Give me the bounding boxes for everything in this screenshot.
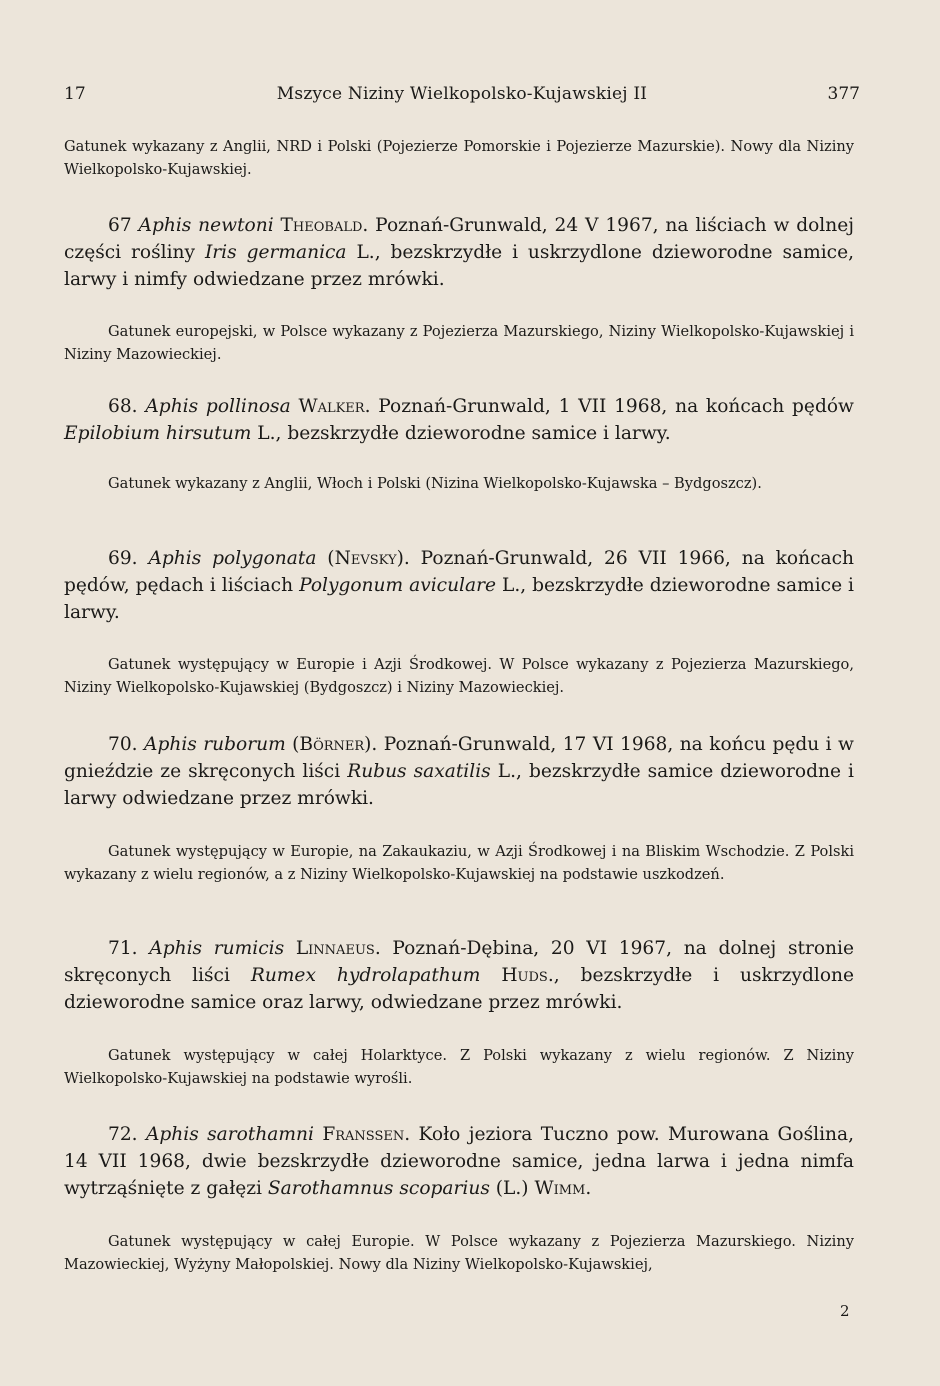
entry-number: 67 [108,215,132,236]
paragraph-note-72: Gatunek występujący w całej Europie. W Polsce wykazany z Pojezierza Mazurskiego. Niziny Mazowieckiej, Wyżyny Małopolskiej. Nowy dla Niziny Wielkopolsko-Kujawskiej, [64,1233,854,1273]
plant-author: Huds [501,965,548,986]
chapter-number: 17 [64,84,86,104]
entry-68 [64,393,854,447]
plant-name: Rubus saxatilis [347,761,491,782]
entry-text: ). Poznań-Grunwald, 26 VII 1966, na końcach pędów, pędach i liściach [64,548,854,596]
paragraph-note-67: Gatunek europejski, w Polsce wykazany z Pojezierza Mazurskiego, Niziny Wielkopolsko-Kujawskiej i Niziny Mazowieckiej. [64,323,854,363]
running-title: Mszyce Niziny Wielkopolsko-Kujawskiej II [276,84,648,104]
taxon-name: Aphis ruborum [144,734,286,755]
signature-number: 2 [840,1302,850,1320]
entry-72 [64,1121,854,1202]
entry-text: . Poznań-Grunwald, 24 V 1967, na liściach w dolnej części rośliny [64,215,854,263]
entry-number: 70. [108,734,138,755]
entry-text-rest: L., bezskrzydłe samice dzieworodne i larwy odwiedzane przez mrówki. [64,761,854,809]
entry-70 [64,731,854,812]
plant-name: Rumex hydrolapathum [250,965,481,986]
taxon-author: Börner [299,734,365,755]
entry-67 [64,212,854,293]
paragraph-note-68: Gatunek wykazany z Anglii, Włoch i Polski (Nizina Wielkopolsko-Kujawska – Bydgoszcz). [108,475,762,492]
entry-text: . Poznań-Dębina, 20 VI 1967, na dolnej stronie skręconych liści [64,938,854,986]
plant-name: Sarothamnus scoparius [267,1178,490,1199]
entry-punctuation: ( [285,734,300,755]
running-header [64,84,860,108]
plant-name: Epilobium hirsutum [64,423,252,444]
plant-name: Polygonum aviculare [299,575,496,596]
entry-text-rest: ., bezskrzydłe i uskrzydlone dzieworodne samice oraz larwy, odwiedzane przez mrówki. [64,965,854,1013]
entry-71 [64,935,854,1016]
taxon-author: Linnaeus [295,938,375,959]
paragraph-note-69: Gatunek występujący w Europie i Azji Środkowej. W Polsce wykazany z Pojezierza Mazurskiego, Niziny Wielkopolsko-Kujawskiej (Bydgoszcz) i Niziny Mazowieckiej. [64,656,854,696]
taxon-name: Aphis newtoni [138,215,274,236]
paragraph-note-70: Gatunek występujący w Europie, na Zakaukaziu, w Azji Środkowej i na Bliskim Wschodzie. Z Polski wykazany z wielu regionów, a z Niziny Wielkopolsko-Kujawskiej na podstawie uszkodzeń. [64,843,854,883]
plant-author: Wimm [534,1178,586,1199]
entry-number: 71. [108,938,138,959]
entry-69 [64,545,854,626]
taxon-name: Aphis sarothamni [145,1124,314,1145]
plant-name: Iris germanica [204,242,347,263]
taxon-author: Theobald [280,215,363,236]
paragraph-note-66: Gatunek wykazany z Anglii, NRD i Polski (Pojezierze Pomorskie i Pojezierze Mazurskie). Nowy dla Niziny Wielkopolsko-Kujawskiej. [64,138,854,178]
entry-number: 69. [108,548,138,569]
paragraph-note-71: Gatunek występujący w całej Holarktyce. Z Polski wykazany z wielu regionów. Z Niziny Wielkopolsko-Kujawskiej na podstawie wyrośli. [64,1047,854,1087]
taxon-author: Franssen [322,1124,405,1145]
taxon-author: Walker [298,396,365,417]
entry-punctuation: ( [316,548,335,569]
taxon-name: Aphis pollinosa [145,396,291,417]
taxon-author: Nevsky [334,548,397,569]
entry-number: 68. [108,396,138,417]
entry-text-rest: . [585,1178,592,1199]
entry-text: . Poznań-Grunwald, 1 VII 1968, na końcach pędów [364,396,854,417]
taxon-name: Aphis polygonata [148,548,317,569]
entry-text-rest: L., bezskrzydłe dzieworodne samice i larwy. [64,575,854,623]
page-number: 377 [827,84,860,104]
entry-text-mid: (L.) [489,1178,535,1199]
entry-text: ). Poznań-Grunwald, 17 VI 1968, na końcu pędu i w gnieździe ze skręconych liści [64,734,854,782]
entry-text: . Koło jeziora Tuczno pow. Murowana Goślina, 14 VII 1968, dwie bezskrzydłe dzieworodne samice, jedna larwa i jedna nimfa wytrząśnięte z gałęzi [64,1124,854,1199]
entry-text-rest: L., bezskrzydłe dzieworodne samice i larwy. [251,423,671,444]
taxon-name: Aphis rumicis [149,938,285,959]
entry-text-rest: L., bezskrzydłe i uskrzydlone dzieworodne samice, larwy i nimfy odwiedzane przez mrówki. [64,242,855,290]
entry-number: 72. [108,1124,138,1145]
